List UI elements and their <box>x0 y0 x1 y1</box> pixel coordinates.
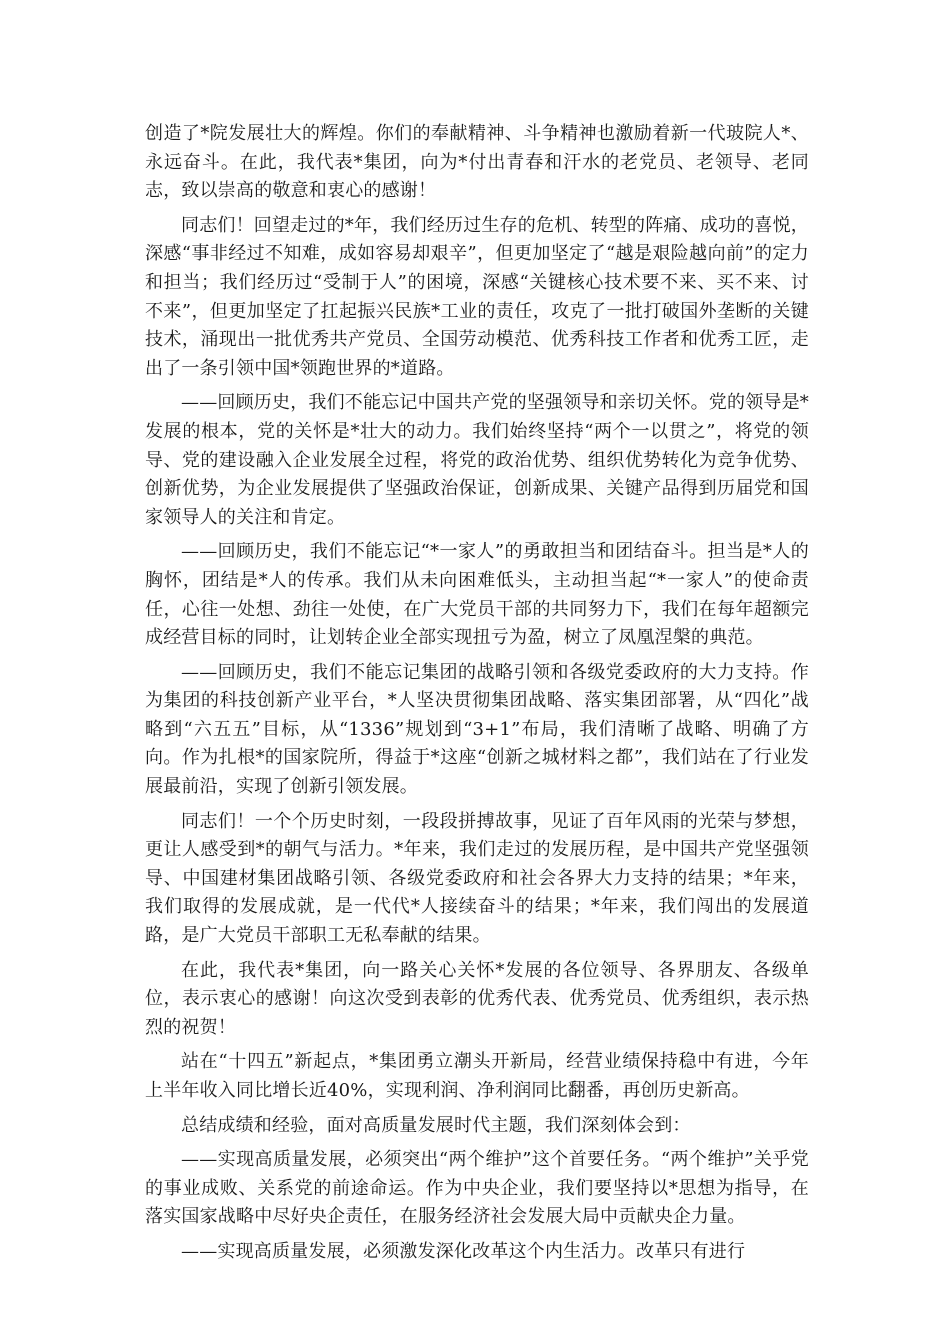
paragraph-8: 站在“十四五”新起点，*集团勇立潮头开新局，经营业绩保持稳中有进，今年上半年收入同比增长近40%，实现利润、净利润同比翻番，再创历史新高。 <box>145 1051 809 1101</box>
paragraph-9: 总结成绩和经验，面对高质量发展时代主题，我们深刻体会到： <box>181 1114 691 1136</box>
paragraph-11: ——实现高质量发展，必须激发深化改革这个内生活力。改革只有进行 <box>181 1240 746 1262</box>
paragraph-7: 在此，我代表*集团，向一路关心关怀*发展的各位领导、各界朋友、各级单位，表示衷心的感谢！向这次受到表彰的优秀代表、优秀党员、优秀组织，表示热烈的祝贺！ <box>145 959 809 1038</box>
paragraph-6: 同志们！一个个历史时刻，一段段拼搏故事，见证了百年风雨的光荣与梦想，更让人感受到*的朝气与活力。*年来，我们走过的发展历程，是中国共产党坚强领导、中国建材集团战略引领、各级党委政府和社会各界大力支持的结果；*年来，我们取得的发展成就，是一代代*人接续奋斗的结果；*年来，我们闯出的发展道路，是广大党员干部职工无私奉献的结果。 <box>145 810 809 947</box>
document-body <box>145 120 809 1273</box>
paragraph-3: ——回顾历史，我们不能忘记中国共产党的坚强领导和亲切关怀。党的领导是*发展的根本，党的关怀是*壮大的动力。我们始终坚持“两个一以贯之”，将党的领导、党的建设融入企业发展全过程，将党的政治优势、组织优势转化为竞争优势、创新优势，为企业发展提供了坚强政治保证，创新成果、关键产品得到历届党和国家领导人的关注和肯定。 <box>145 392 809 528</box>
paragraph-10: ——实现高质量发展，必须突出“两个维护”这个首要任务。“两个维护”关乎党的事业成败、关系党的前途命运。作为中央企业，我们要坚持以*思想为指导，在落实国家战略中尽好央企责任，在服务经济社会发展大局中贡献央企力量。 <box>145 1149 809 1228</box>
paragraph-2: 同志们！回望走过的*年，我们经历过生存的危机、转型的阵痛、成功的喜悦，深感“事非经过不知难，成如容易却艰辛”，但更加坚定了“越是艰险越向前”的定力和担当；我们经历过“受制于人”的困境，深感“关键核心技术要不来、买不来、讨不来”，但更加坚定了扛起振兴民族*工业的责任，攻克了一批打破国外垄断的关键技术，涌现出一批优秀共产党员、全国劳动模范、优秀科技工作者和优秀工匠，走出了一条引领中国*领跑世界的*道路。 <box>145 214 809 379</box>
paragraph-5: ——回顾历史，我们不能忘记集团的战略引领和各级党委政府的大力支持。作为集团的科技创新产业平台，*人坚决贯彻集团战略、落实集团部署，从“四化”战略到“六五五”目标，从“1336”规划到“3+1”布局，我们清晰了战略、明确了方向。作为扎根*的国家院所，得益于*这座“创新之城材料之都”，我们站在了行业发展最前沿，实现了创新引领发展。 <box>145 661 809 798</box>
paragraph-4: ——回顾历史，我们不能忘记“*一家人”的勇敢担当和团结奋斗。担当是*人的胸怀，团结是*人的传承。我们从未向困难低头，主动担当起“*一家人”的使命责任，心往一处想、劲往一处使，在广大党员干部的共同努力下，我们在每年超额完成经营目标的同时，让划转企业全部实现扭亏为盈，树立了凤凰涅槃的典范。 <box>145 541 809 649</box>
paragraph-1: 创造了*院发展壮大的辉煌。你们的奉献精神、斗争精神也激励着新一代玻院人*、永远奋斗。在此，我代表*集团，向为*付出青春和汗水的老党员、老领导、老同志，致以崇高的敬意和衷心的感谢！ <box>145 123 809 202</box>
